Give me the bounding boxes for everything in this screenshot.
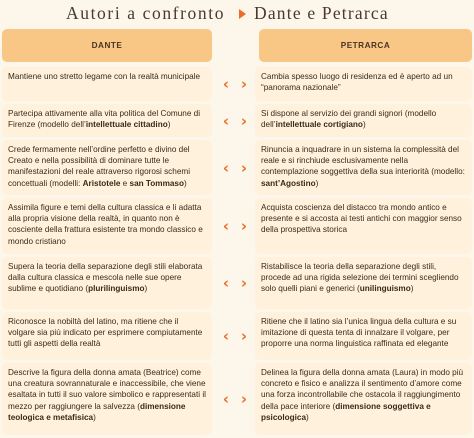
petrarca-cell <box>255 257 472 309</box>
petrarca-cell <box>255 67 472 101</box>
emphasis-text: plurilinguismo <box>88 284 145 294</box>
cell-text: Acquista coscienza del distacco tra mondo antico e presente e si accosta ai testi antichi con maggior senso della prospettiva storica <box>261 203 462 235</box>
triangle-right-icon <box>239 9 246 19</box>
chevron-left-icon: ‹ <box>222 390 230 408</box>
cell-text: Descrive la figura della donna amata (Beatrice) come una creatura sovrannaturale e inaccessibile, che viene esaltata in tutti il suo valore simbolico e rappresentati il mezzo per raggiungere la salvezza ( <box>8 368 206 411</box>
page-header <box>0 0 474 26</box>
cell-text: Ristabilisce la teoria della separazione degli stili, procede ad una rigida selezione dei termini scegliendo solo quelli piani e generici ( <box>261 262 459 294</box>
chevron-right-icon: › <box>240 217 248 235</box>
chevron-left-icon: ‹ <box>222 217 230 235</box>
petrarca-cell <box>255 312 472 360</box>
cell-text: Partecipa attivamente alla vita politica del Comune di Firenze (modello dell’ <box>8 109 201 130</box>
cell-text: ) <box>306 412 309 422</box>
emphasis-text: intellettuale cortigiano <box>275 120 363 130</box>
chevron-right-icon: › <box>240 327 248 345</box>
cell-text: Ritiene che il latino sia l’unica lingua della cultura e su imitazione di questa tenta di innalzare il volgare, per proporre una norma linguistica raffinata ed elegante <box>261 317 457 349</box>
cell-text: ) <box>93 412 96 422</box>
column-header-dante: DANTE <box>2 29 212 62</box>
emphasis-text: san Tommaso <box>129 178 184 188</box>
chevron-left-icon: ‹ <box>222 327 230 345</box>
chevron-right-icon: › <box>240 390 248 408</box>
chevron-right-icon: › <box>240 75 248 93</box>
cell-text: ) <box>410 284 414 294</box>
cell-text: ) <box>144 284 148 294</box>
chevron-left-icon: ‹ <box>222 274 230 292</box>
emphasis-text: intellettuale cittadino <box>85 120 168 130</box>
cell-text: ) <box>183 178 187 188</box>
cell-text: Supera la teoria della separazione degli stili elaborata dalla cultura classica e mescola nelle sue opere sublime e quotidiano ( <box>8 262 203 294</box>
emphasis-text: sant’Agostino <box>261 178 316 188</box>
cell-text: ) <box>167 120 171 130</box>
cell-text: Crede fermamente nell’ordine perfetto e divino del Creato e nella possibilità di dominare tutte le manifestazioni del reale attraverso rigorosi schemi concettuali (modelli: <box>8 145 191 188</box>
chevron-left-icon: ‹ <box>222 158 230 177</box>
chevron-right-icon: › <box>240 111 248 130</box>
emphasis-text: Aristotele <box>82 178 121 188</box>
petrarca-cell <box>255 198 472 254</box>
dante-cell <box>2 140 212 195</box>
dante-cell <box>2 257 212 309</box>
cell-text: ) <box>362 120 366 130</box>
chevron-left-icon: ‹ <box>222 75 230 93</box>
cell-text: Riconosce la nobiltà del latino, ma ritiene che il volgare sia più indicato per esprimere compiutamente tutti gli aspetti della realtà <box>8 317 203 349</box>
dante-cell <box>2 67 212 101</box>
dante-cell <box>2 312 212 360</box>
cell-text: Cambia spesso luogo di residenza ed è aperto ad un “panorama nazionale” <box>261 72 453 93</box>
emphasis-text: dimensione teologica e metafisica <box>8 401 186 422</box>
cell-text: Assimila figure e temi della cultura classica e li adatta alla propria visione della realtà, in quanto non è cosciente della frattura esistente tra mondo classico e mondo cristiano <box>8 203 203 246</box>
petrarca-cell <box>255 140 472 195</box>
cell-text: Si dispone al servizio dei grandi signori (modello dell’ <box>261 109 437 130</box>
page-title: Autori a confronto <box>66 3 226 23</box>
dante-cell <box>2 363 212 435</box>
dante-cell <box>2 104 212 137</box>
cell-text: e <box>120 178 130 188</box>
cell-text: Mantiene uno stretto legame con la realtà municipale <box>8 72 201 81</box>
chevron-right-icon: › <box>240 158 248 177</box>
column-header-petrarca: PETRARCA <box>259 29 472 62</box>
chevron-right-icon: › <box>240 274 248 292</box>
emphasis-text: dimensione soggettiva e psicologica <box>261 401 431 422</box>
petrarca-cell <box>255 363 472 435</box>
page-subtitle: Dante e Petrarca <box>254 3 389 23</box>
dante-cell <box>2 198 212 254</box>
chevron-left-icon: ‹ <box>222 111 230 130</box>
cell-text: ) <box>315 178 319 188</box>
emphasis-text: unilinguismo <box>359 284 411 294</box>
cell-text: Rinuncia a inquadrare in un sistema la complessità del reale e si rinchiude esclusivamente nella contemplazione soggettiva della sua interiorità (modello: <box>261 145 465 177</box>
cell-text: Delinea la figura della donna amata (Laura) in modo più concreto e fisico e analizza il sentimento d’amore come una forza incontrollabile che ostacola il raggiungimento della pace interiore ( <box>261 368 464 411</box>
petrarca-cell <box>255 104 472 137</box>
